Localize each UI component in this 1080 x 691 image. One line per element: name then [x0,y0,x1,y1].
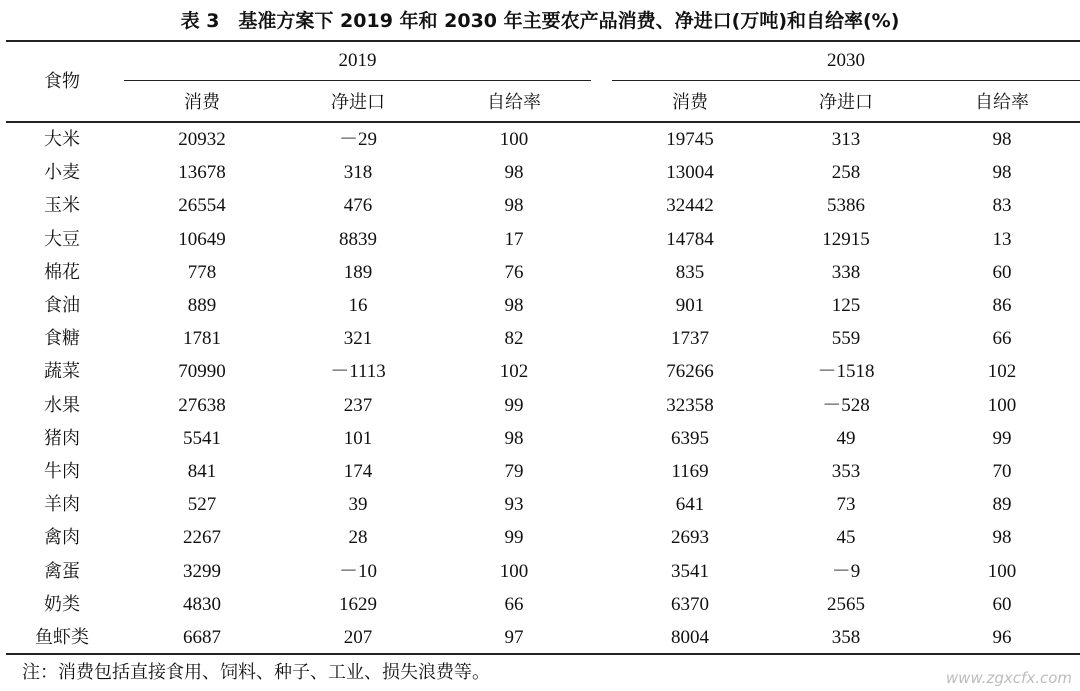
food-name: 食油 [44,295,80,316]
food-name: 奶类 [44,594,80,615]
net-import-2030: 2565 [827,594,865,615]
consumption-2030: 8004 [671,627,709,648]
header-net-import-2019: 净进口 [331,92,385,113]
net-import-2019: 39 [348,494,368,515]
net-import-2019: 189 [343,262,373,283]
consumption-2030: 901 [675,295,705,316]
net-import-2030: 45 [836,527,856,548]
net-import-2019: 16 [348,295,368,316]
consumption-2030: 2693 [671,527,709,548]
table-note: 注：消费包括直接食用、饲料、种子、工业、损失浪费等。 [22,662,490,683]
self-sufficiency-2019: 99 [504,527,524,548]
consumption-2019: 10649 [178,229,226,250]
header-year-2030: 2030 [827,50,865,71]
self-sufficiency-2019: 100 [499,561,529,582]
self-sufficiency-2019: 102 [499,361,529,382]
net-import-2030: 559 [831,328,861,349]
self-sufficiency-2030: 89 [992,494,1012,515]
food-name: 小麦 [44,162,80,183]
header-consumption-2030: 消费 [672,92,708,113]
header-year-2019: 2019 [338,50,377,71]
net-import-2019: －1113 [330,361,386,382]
self-sufficiency-2019: 93 [504,494,524,515]
net-import-2030: 258 [831,162,861,183]
self-sufficiency-2019: 98 [504,162,524,183]
header-net-import-2030: 净进口 [819,92,873,113]
self-sufficiency-2030: 70 [992,461,1012,482]
net-import-2019: 207 [343,627,373,648]
consumption-2019: 5541 [183,428,221,449]
watermark: www.zgxcfx.com [945,669,1072,687]
self-sufficiency-2030: 98 [992,162,1012,183]
consumption-2019: 527 [187,494,217,515]
net-import-2019: 1629 [339,594,377,615]
net-import-2019: 28 [348,527,368,548]
food-name: 大米 [44,129,80,150]
food-name: 食糖 [44,328,80,349]
consumption-2030: 3541 [671,561,709,582]
consumption-2030: 14784 [666,229,714,250]
header-consumption-2019: 消费 [184,92,220,113]
self-sufficiency-2030: 102 [987,361,1017,382]
net-import-2019: 174 [343,461,373,482]
self-sufficiency-2030: 60 [992,262,1012,283]
net-import-2019: 101 [343,428,373,449]
food-name: 玉米 [44,195,80,216]
food-name: 禽蛋 [44,561,80,582]
header-self-sufficiency-2030: 自给率 [975,92,1029,113]
self-sufficiency-2030: 86 [992,295,1012,316]
net-import-2030: 338 [831,262,861,283]
consumption-2019: 26554 [178,195,226,216]
self-sufficiency-2019: 82 [504,328,524,349]
consumption-2030: 6395 [671,428,709,449]
net-import-2030: 73 [836,494,856,515]
self-sufficiency-2019: 97 [504,627,524,648]
consumption-2030: 76266 [666,361,714,382]
net-import-2019: 318 [343,162,373,183]
net-import-2030: 353 [831,461,861,482]
consumption-2030: 13004 [666,162,714,183]
food-name: 鱼虾类 [35,627,89,648]
net-import-2019: 8839 [339,229,377,250]
net-import-2030: 125 [831,295,861,316]
consumption-2019: 841 [187,461,217,482]
consumption-2019: 70990 [178,361,226,382]
consumption-2019: 3299 [183,561,221,582]
self-sufficiency-2030: 96 [992,627,1012,648]
self-sufficiency-2019: 100 [499,129,529,150]
net-import-2030: －528 [822,395,870,416]
consumption-2030: 19745 [666,129,714,150]
consumption-2019: 27638 [178,395,226,416]
self-sufficiency-2019: 79 [504,461,524,482]
self-sufficiency-2030: 66 [992,328,1012,349]
consumption-2019: 20932 [178,129,226,150]
table-title: 表 3 基准方案下 2019 年和 2030 年主要农产品消费、净进口(万吨)和自给率(%) [180,10,900,32]
consumption-2030: 6370 [671,594,709,615]
consumption-2019: 889 [187,295,217,316]
self-sufficiency-2030: 13 [992,229,1012,250]
consumption-2030: 32442 [666,195,714,216]
food-name: 蔬菜 [44,361,80,382]
food-name: 牛肉 [44,461,80,482]
consumption-2019: 1781 [183,328,221,349]
self-sufficiency-2030: 99 [992,428,1012,449]
food-name: 猪肉 [44,428,80,449]
net-import-2030: 12915 [822,229,870,250]
net-import-2030: 49 [836,428,856,449]
food-name: 水果 [44,395,80,416]
net-import-2019: 476 [343,195,373,216]
header-self-sufficiency-2019: 自给率 [487,92,541,113]
food-name: 大豆 [44,229,80,250]
net-import-2019: －29 [338,129,377,150]
self-sufficiency-2019: 98 [504,195,524,216]
self-sufficiency-2019: 98 [504,295,524,316]
self-sufficiency-2019: 76 [504,262,524,283]
food-name: 羊肉 [44,494,80,515]
consumption-2030: 641 [675,494,705,515]
food-name: 禽肉 [44,527,80,548]
net-import-2019: －10 [338,561,377,582]
self-sufficiency-2019: 66 [504,594,524,615]
self-sufficiency-2019: 99 [504,395,524,416]
net-import-2030: 313 [831,129,861,150]
net-import-2030: 358 [831,627,861,648]
food-name: 棉花 [44,262,80,283]
net-import-2019: 321 [343,328,373,349]
consumption-2019: 13678 [178,162,226,183]
consumption-2030: 1169 [671,461,709,482]
consumption-2030: 32358 [666,395,714,416]
consumption-2019: 778 [187,262,217,283]
self-sufficiency-2019: 98 [504,428,524,449]
consumption-2030: 835 [675,262,705,283]
self-sufficiency-2030: 60 [992,594,1012,615]
net-import-2030: 5386 [827,195,865,216]
consumption-2019: 6687 [183,627,221,648]
self-sufficiency-2030: 98 [992,129,1012,150]
consumption-2019: 4830 [183,594,221,615]
net-import-2019: 237 [343,395,373,416]
self-sufficiency-2030: 83 [992,195,1012,216]
net-import-2030: －9 [831,561,861,582]
consumption-2030: 1737 [671,328,709,349]
header-food: 食物 [44,71,80,92]
self-sufficiency-2030: 100 [987,395,1017,416]
self-sufficiency-2030: 98 [992,527,1012,548]
net-import-2030: －1518 [817,361,875,382]
consumption-2019: 2267 [183,527,221,548]
self-sufficiency-2019: 17 [504,229,524,250]
self-sufficiency-2030: 100 [987,561,1017,582]
